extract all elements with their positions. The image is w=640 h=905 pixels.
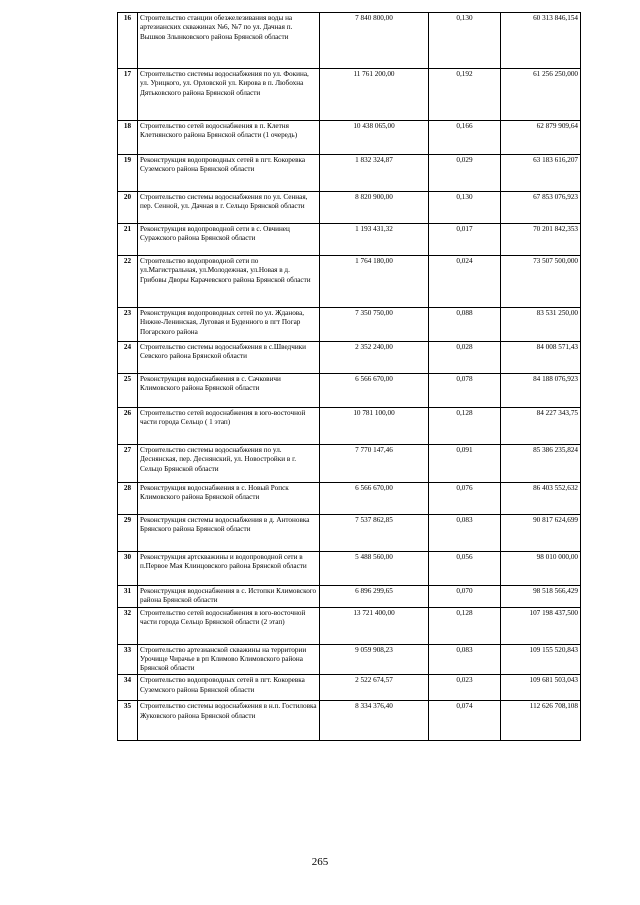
project-share: 0,070 [429,586,501,608]
cumulative-value: 62 879 909,64 [501,121,581,155]
project-cost: 10 781 100,00 [320,408,429,445]
table-row [118,552,581,586]
project-name: Реконструкция водоснабжения в с. Новый Ропск Климовского района Брянской области [138,483,320,515]
cumulative-value: 98 518 566,429 [501,586,581,608]
project-share: 0,028 [429,342,501,374]
table-row [118,342,581,374]
row-number: 16 [118,13,138,69]
cumulative-value: 107 198 437,500 [501,607,581,644]
project-share: 0,078 [429,374,501,408]
cumulative-value: 86 403 552,632 [501,483,581,515]
table-row [118,374,581,408]
project-cost: 8 820 900,00 [320,192,429,224]
project-cost: 7 537 862,85 [320,515,429,552]
project-cost: 1 832 324,87 [320,155,429,192]
project-name: Реконструкция водоснабжения в с. Сачковичи Климовского района Брянской области [138,374,320,408]
project-share: 0,128 [429,408,501,445]
table-row [118,308,581,342]
row-number: 35 [118,701,138,741]
table-row [118,515,581,552]
row-number: 33 [118,644,138,675]
projects-table [117,12,581,741]
cumulative-value: 112 626 708,108 [501,701,581,741]
row-number: 24 [118,342,138,374]
table-row [118,121,581,155]
cumulative-value: 70 201 842,353 [501,224,581,256]
row-number: 27 [118,445,138,483]
project-share: 0,192 [429,69,501,121]
project-cost: 5 488 560,00 [320,552,429,586]
cumulative-value: 98 010 000,00 [501,552,581,586]
project-cost: 7 350 750,00 [320,308,429,342]
project-share: 0,083 [429,515,501,552]
project-share: 0,029 [429,155,501,192]
project-name: Реконструкция системы водоснабжения в д. Антоновка Брянского района Брянской области [138,515,320,552]
cumulative-value: 109 681 503,043 [501,675,581,701]
project-name: Реконструкция артскважины и водопроводной сети в п.Первое Мая Клинцовского района Брянской области [138,552,320,586]
cumulative-value: 90 817 624,699 [501,515,581,552]
project-name: Строительство системы водоснабжения по ул. Сенная, пер. Сенной, ул. Дачная в г. Сельцо Брянской области [138,192,320,224]
table-row [118,256,581,308]
cumulative-value: 67 853 076,923 [501,192,581,224]
table-row [118,586,581,608]
project-cost: 8 334 376,40 [320,701,429,741]
project-name: Строительство системы водоснабжения в н.п. Гостиловка Жуковского района Брянской области [138,701,320,741]
project-name: Реконструкция водопроводных сетей по ул. Жданова, Нижне-Ленинская, Луговая и Буденного в пгт Погар Погарского района [138,308,320,342]
cumulative-value: 60 313 846,154 [501,13,581,69]
project-share: 0,056 [429,552,501,586]
project-cost: 11 761 200,00 [320,69,429,121]
cumulative-value: 84 227 343,75 [501,408,581,445]
project-cost: 9 059 908,23 [320,644,429,675]
project-name: Строительство станции обезжелезивания воды на артезианских скважинах №6, №7 по ул. Дачная п. Вышков Злынковского района Брянской области [138,13,320,69]
table-row [118,408,581,445]
project-cost: 1 764 180,00 [320,256,429,308]
project-name: Реконструкция водопроводной сети в с. Овчинец Суражского района Брянской области [138,224,320,256]
project-share: 0,128 [429,607,501,644]
project-cost: 7 840 800,00 [320,13,429,69]
cumulative-value: 63 183 616,207 [501,155,581,192]
cumulative-value: 84 188 076,923 [501,374,581,408]
row-number: 26 [118,408,138,445]
row-number: 22 [118,256,138,308]
table-row [118,155,581,192]
table-row [118,483,581,515]
cumulative-value: 84 008 571,43 [501,342,581,374]
cumulative-value: 109 155 520,843 [501,644,581,675]
project-share: 0,074 [429,701,501,741]
project-name: Строительство системы водоснабжения в с.Шведчики Севского района Брянской области [138,342,320,374]
cumulative-value: 73 507 500,000 [501,256,581,308]
row-number: 31 [118,586,138,608]
project-share: 0,130 [429,13,501,69]
project-share: 0,091 [429,445,501,483]
table-row [118,644,581,675]
row-number: 23 [118,308,138,342]
page-number: 265 [311,856,329,868]
row-number: 19 [118,155,138,192]
row-number: 28 [118,483,138,515]
cumulative-value: 85 386 235,824 [501,445,581,483]
project-name: Строительство водопроводной сети по ул.Магистральная, ул.Молодежная, ул.Новая в д. Грибовы Дворы Карачевского района Брянской области [138,256,320,308]
row-number: 34 [118,675,138,701]
row-number: 30 [118,552,138,586]
row-number: 17 [118,69,138,121]
project-cost: 2 352 240,00 [320,342,429,374]
project-share: 0,130 [429,192,501,224]
project-share: 0,083 [429,644,501,675]
project-name: Строительство сетей водоснабжения в юго-восточной части города Сельцо Брянской области (2 этап) [138,607,320,644]
table-row [118,13,581,69]
row-number: 25 [118,374,138,408]
project-cost: 10 438 065,00 [320,121,429,155]
project-name: Строительство системы водоснабжения по ул. Деснянская, пер. Деснянский, ул. Новостройки в г. Сельцо Брянской области [138,445,320,483]
project-cost: 6 896 299,65 [320,586,429,608]
row-number: 29 [118,515,138,552]
project-name: Строительство водопроводных сетей в пгт. Кокоревка Суземского района Брянской области [138,675,320,701]
project-name: Реконструкция водопроводных сетей в пгт. Кокоревка Суземского района Брянской области [138,155,320,192]
project-name: Строительство системы водоснабжения по ул. Фокина, ул. Урицкого, ул. Орловской ул. Кирова в п. Любохна Дятьковского района Брянской области [138,69,320,121]
table-row [118,675,581,701]
table-row [118,607,581,644]
project-share: 0,024 [429,256,501,308]
project-share: 0,166 [429,121,501,155]
project-name: Реконструкция водоснабжения в с. Истопки Климовского района Брянской области [138,586,320,608]
project-share: 0,017 [429,224,501,256]
project-share: 0,076 [429,483,501,515]
table-row [118,224,581,256]
table-row [118,445,581,483]
project-cost: 13 721 400,00 [320,607,429,644]
table-body [118,13,581,741]
cumulative-value: 61 256 250,000 [501,69,581,121]
project-name: Строительство сетей водоснабжения в юго-восточной части города Сельцо ( 1 этап) [138,408,320,445]
project-cost: 2 522 674,57 [320,675,429,701]
cumulative-value: 83 531 250,00 [501,308,581,342]
project-name: Строительство артезианской скважины на территории Урочище Чирачье в рп Климово Климовского района Брянской области [138,644,320,675]
row-number: 32 [118,607,138,644]
table-row [118,701,581,741]
project-cost: 6 566 670,00 [320,483,429,515]
project-cost: 7 770 147,46 [320,445,429,483]
table-row [118,192,581,224]
project-share: 0,088 [429,308,501,342]
row-number: 20 [118,192,138,224]
project-cost: 1 193 431,32 [320,224,429,256]
project-share: 0,023 [429,675,501,701]
row-number: 18 [118,121,138,155]
project-cost: 6 566 670,00 [320,374,429,408]
table-row [118,69,581,121]
project-name: Строительство сетей водоснабжения в п. Клетня Клетнянского района Брянской области (1 очередь) [138,121,320,155]
row-number: 21 [118,224,138,256]
